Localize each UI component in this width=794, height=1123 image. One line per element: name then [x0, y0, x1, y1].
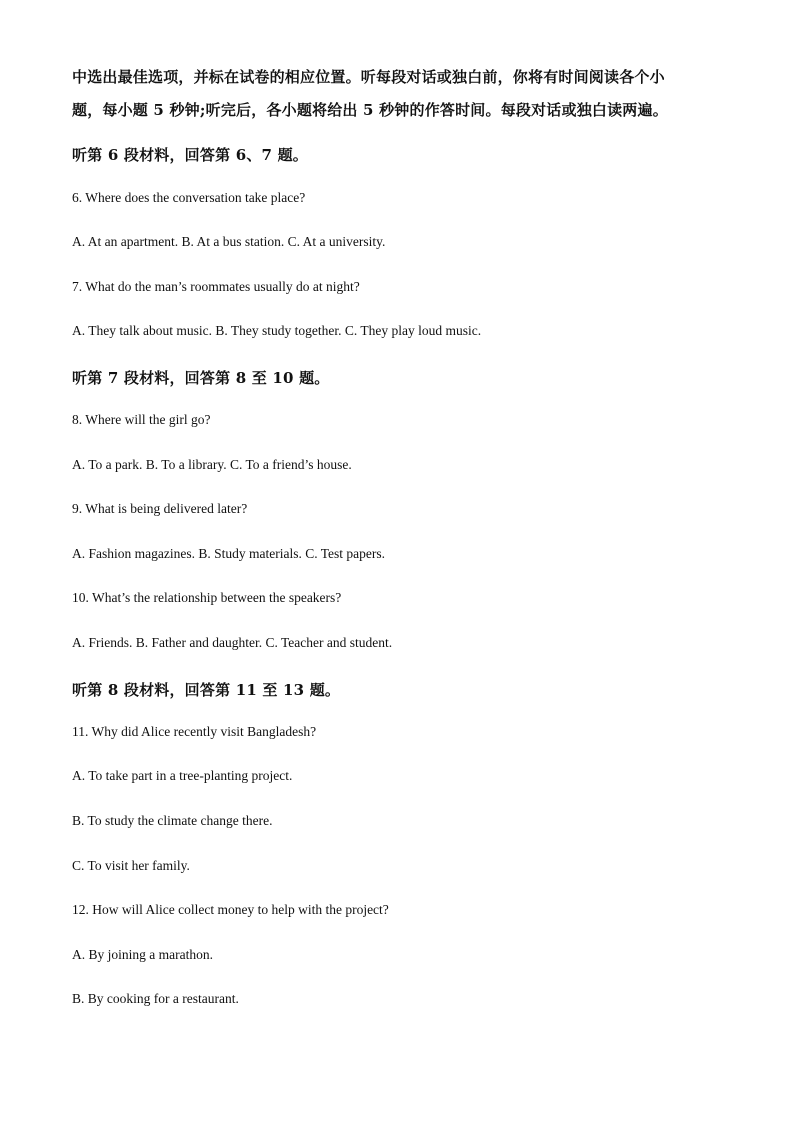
- option-12-b: B. By cooking for a restaurant.: [72, 991, 239, 1006]
- options-7: A. They talk about music. B. They study together. C. They play loud music.: [72, 323, 482, 338]
- option-11-a: A. To take part in a tree-planting project.: [72, 768, 293, 783]
- options-9: A. Fashion magazines. B. Study materials. C. Test papers.: [72, 546, 386, 561]
- question-7: 7. What do the man’s roommates usually do at night?: [72, 279, 360, 294]
- options-6: A. At an apartment. B. At a bus station. C. At a university.: [72, 234, 386, 249]
- question-10: 10. What’s the relationship between the speakers?: [72, 590, 342, 605]
- question-8: 8. Where will the girl go?: [72, 412, 211, 427]
- options-10: A. Friends. B. Father and daughter. C. Teacher and student.: [72, 635, 393, 650]
- option-12-a: A. By joining a marathon.: [72, 947, 213, 962]
- section-heading-8: 听第 8 段材料，回答第 11 至 13 题。: [72, 681, 341, 699]
- question-6: 6. Where does the conversation take place?: [72, 190, 306, 205]
- section-heading-6: 听第 6 段材料，回答第 6、7 题。: [72, 146, 309, 164]
- question-11: 11. Why did Alice recently visit Bangladesh?: [72, 724, 317, 739]
- instructions-line-2: 题，每小题 5 秒钟;听完后，各小题将给出 5 秒钟的作答时间。每段对话或独白读两遍。: [72, 101, 668, 119]
- options-8: A. To a park. B. To a library. C. To a friend’s house.: [72, 457, 352, 472]
- option-11-c: C. To visit her family.: [72, 858, 190, 873]
- question-12: 12. How will Alice collect money to help with the project?: [72, 902, 389, 917]
- option-11-b: B. To study the climate change there.: [72, 813, 273, 828]
- instructions-line-1: 中选出最佳选项，并标在试卷的相应位置。听每段对话或独白前，你将有时间阅读各个小: [72, 68, 665, 86]
- section-heading-7: 听第 7 段材料，回答第 8 至 10 题。: [72, 369, 330, 387]
- question-9: 9. What is being delivered later?: [72, 501, 248, 516]
